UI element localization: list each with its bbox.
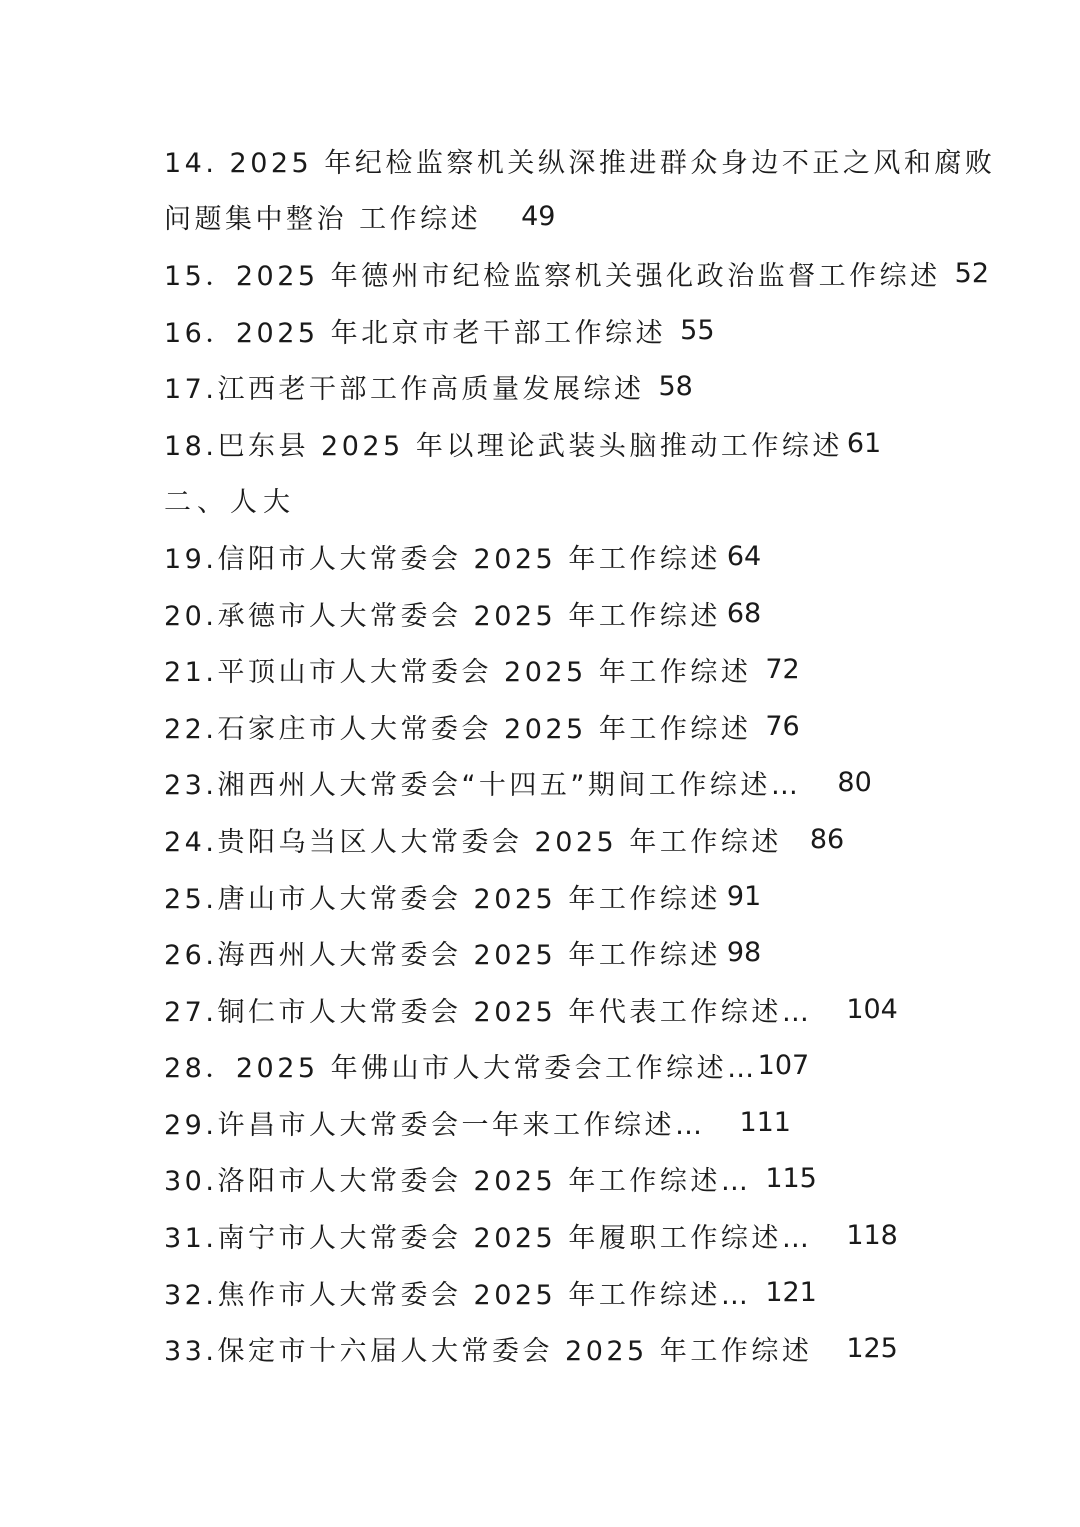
toc-entry-title: 27.铜仁市人大常委会 2025 年代表工作综述…	[164, 996, 813, 1028]
toc-entry-page-number: 118	[846, 1220, 898, 1252]
toc-entry-title: 31.南宁市人大常委会 2025 年履职工作综述…	[164, 1223, 813, 1255]
toc-entry-page-number: 58	[658, 371, 693, 403]
toc-entry-title: 21.平顶山市人大常委会 2025 年工作综述	[164, 657, 752, 689]
toc-entry-27[interactable]	[164, 981, 944, 1038]
toc-entry-25[interactable]	[164, 868, 944, 925]
toc-entry-24[interactable]	[164, 811, 944, 868]
toc-entry-30[interactable]	[164, 1151, 944, 1208]
toc-entry-17[interactable]	[164, 358, 944, 415]
toc-entry-page-number: 86	[809, 823, 845, 855]
table-of-contents	[164, 132, 996, 1377]
toc-entry-15[interactable]	[164, 245, 990, 302]
toc-entry-23[interactable]	[164, 755, 944, 812]
toc-entry-title: 16．2025 年北京市老干部工作综述	[164, 317, 667, 349]
toc-entry-title: 23.湘西州人大常委会“十四五”期间工作综述…	[164, 770, 802, 802]
toc-entry-title: 25.唐山市人大常委会 2025 年工作综述	[164, 883, 721, 915]
toc-entry-title: 22.石家庄市人大常委会 2025 年工作综述	[164, 713, 752, 745]
toc-entry-title: 28．2025 年佛山市人大常委会工作综述…	[164, 1053, 758, 1085]
toc-entry-28[interactable]	[164, 1038, 944, 1095]
toc-entry-22[interactable]	[164, 698, 944, 755]
toc-entry-title: 26.海西州人大常委会 2025 年工作综述	[164, 940, 721, 972]
toc-entry-page-number: 76	[765, 710, 800, 742]
toc-entry-title: 33.保定市十六届人大常委会 2025 年工作综述	[164, 1336, 813, 1368]
toc-entry-33[interactable]	[164, 1320, 944, 1377]
toc-entry-page-number: 52	[954, 257, 990, 289]
toc-entry-page-number: 55	[680, 314, 715, 346]
toc-entry-31[interactable]	[164, 1207, 944, 1264]
toc-entry-32[interactable]	[164, 1264, 944, 1321]
toc-entry-page-number: 72	[765, 654, 800, 686]
toc-entry-19[interactable]	[164, 528, 944, 585]
toc-entry-26[interactable]	[164, 924, 944, 981]
toc-entry-page-number: 80	[837, 767, 872, 799]
toc-entry-title: 30.洛阳市人大常委会 2025 年工作综述…	[164, 1166, 752, 1198]
toc-entry-page-number: 68	[726, 597, 762, 629]
toc-entry-18[interactable]	[164, 415, 944, 472]
toc-entry-title: 17.江西老干部工作高质量发展综述	[164, 374, 645, 406]
toc-entry-title: 29.许昌市人大常委会一年来工作综述…	[164, 1109, 706, 1141]
toc-entry-title: 20.承德市人大常委会 2025 年工作综述	[164, 600, 721, 632]
toc-entry-page-number: 98	[726, 937, 762, 969]
toc-entry-page-number: 104	[846, 993, 898, 1025]
toc-entry-title: 问题集中整治 工作综述	[164, 204, 482, 236]
toc-entry-title: 19.信阳市人大常委会 2025 年工作综述	[164, 543, 721, 575]
toc-entry-page-number: 111	[739, 1106, 791, 1138]
toc-entry-page-number: 91	[726, 880, 762, 912]
toc-entry-29[interactable]	[164, 1094, 944, 1151]
toc-entry-page-number: 64	[726, 540, 762, 572]
toc-entry-title: 24.贵阳乌当区人大常委会 2025 年工作综述	[164, 826, 782, 858]
toc-entry-page-number: 61	[846, 427, 882, 459]
section-heading-renda: 二、人大	[164, 487, 296, 519]
toc-entry-21[interactable]	[164, 641, 944, 698]
toc-entry-20[interactable]	[164, 585, 944, 642]
toc-entry-16[interactable]	[164, 302, 944, 359]
toc-entry-page-number: 49	[521, 201, 556, 233]
toc-entry-title: 15．2025 年德州市纪检监察机关强化政治监督工作综述	[164, 260, 941, 292]
toc-entry-page-number: 121	[765, 1276, 817, 1308]
toc-entry-title: 14. 2025 年纪检监察机关纵深推进群众身边不正之风和腐败	[164, 147, 996, 179]
toc-entry-14[interactable]	[164, 132, 996, 189]
toc-entry-page-number: 115	[765, 1163, 817, 1195]
toc-entry-page-number: 107	[757, 1050, 810, 1082]
toc-entry-14-continued[interactable]	[164, 189, 944, 246]
toc-entry-title: 32.焦作市人大常委会 2025 年工作综述…	[164, 1279, 752, 1311]
toc-entry-title: 18.巴东县 2025 年以理论武装头脑推动工作综述	[164, 430, 843, 462]
toc-entry-page-number: 125	[846, 1333, 898, 1365]
